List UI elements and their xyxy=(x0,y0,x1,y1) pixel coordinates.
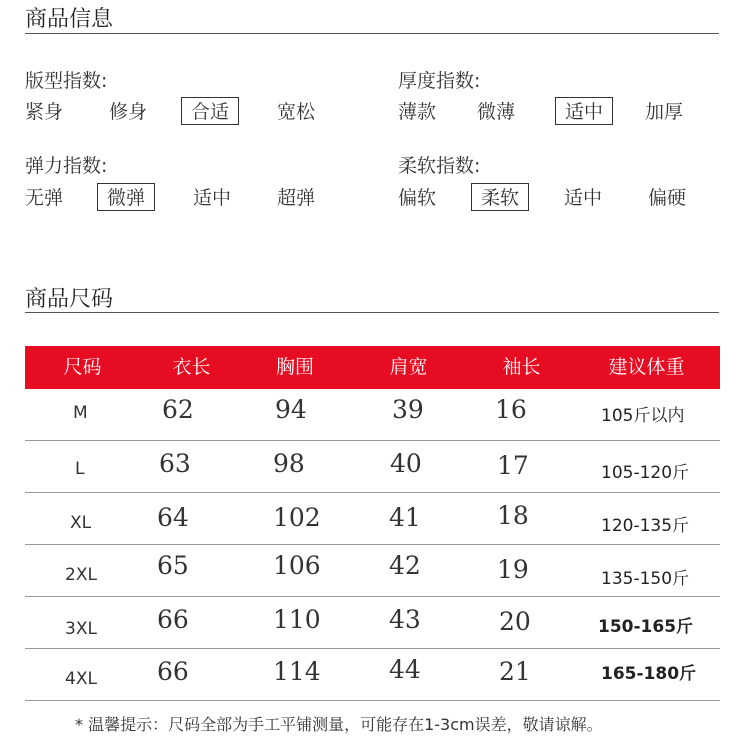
fit-option-slim: 修身 xyxy=(109,101,148,123)
cell-size: 4XL xyxy=(65,669,97,689)
cell-shoulder: 44 xyxy=(389,655,421,684)
cell-weight: 105-120斤 xyxy=(601,463,690,483)
cell-sleeve: 16 xyxy=(495,395,527,424)
fit-index-label: 版型指数: xyxy=(25,70,108,92)
table-row xyxy=(25,545,720,597)
size-section-divider xyxy=(25,312,719,313)
header-size: 尺码 xyxy=(63,356,102,378)
softness-index-label: 柔软指数: xyxy=(398,155,481,177)
cell-length: 63 xyxy=(159,449,191,478)
table-row xyxy=(25,389,720,441)
stretch-option-slight-selected: 微弹 xyxy=(97,183,155,211)
fit-option-tight: 紧身 xyxy=(25,101,64,123)
header-weight: 建议体重 xyxy=(608,356,685,378)
stretch-index-label: 弹力指数: xyxy=(25,155,108,177)
cell-weight: 165-180斤 xyxy=(601,664,697,684)
cell-shoulder: 40 xyxy=(390,449,422,478)
table-row xyxy=(25,441,720,493)
product-info-title: 商品信息 xyxy=(25,7,114,32)
stretch-option-super: 超弹 xyxy=(277,187,316,209)
thickness-index-label: 厚度指数: xyxy=(398,70,481,92)
cell-weight: 120-135斤 xyxy=(601,516,690,536)
stretch-option-medium: 适中 xyxy=(193,187,232,209)
cell-shoulder: 42 xyxy=(389,551,421,580)
cell-shoulder: 39 xyxy=(392,395,424,424)
cell-size: XL xyxy=(70,513,92,533)
table-row xyxy=(25,493,720,545)
cell-sleeve: 18 xyxy=(497,501,529,530)
stretch-option-none: 无弹 xyxy=(25,187,64,209)
cell-length: 66 xyxy=(157,605,189,634)
table-row xyxy=(25,597,720,649)
header-sleeve: 袖长 xyxy=(502,356,541,378)
thickness-option-thin: 薄款 xyxy=(398,101,437,123)
softness-option-medium: 适中 xyxy=(564,187,603,209)
cell-length: 65 xyxy=(157,551,189,580)
cell-length: 66 xyxy=(157,657,189,686)
thickness-option-medium-selected: 适中 xyxy=(555,97,613,125)
cell-sleeve: 19 xyxy=(497,555,529,584)
softness-option-soft-ish: 偏软 xyxy=(398,187,437,209)
table-row xyxy=(25,649,720,701)
cell-size: L xyxy=(75,459,85,479)
size-section-title: 商品尺码 xyxy=(25,287,114,312)
cell-chest: 106 xyxy=(273,551,321,580)
size-table-header xyxy=(25,346,720,389)
size-table xyxy=(25,346,720,701)
softness-option-hard-ish: 偏硬 xyxy=(648,187,687,209)
thickness-option-slightly-thin: 微薄 xyxy=(477,101,516,123)
cell-sleeve: 21 xyxy=(499,657,531,686)
header-chest: 胸围 xyxy=(275,356,314,378)
cell-chest: 110 xyxy=(273,605,321,634)
header-shoulder: 肩宽 xyxy=(389,356,428,378)
header-length: 衣长 xyxy=(172,356,211,378)
fit-option-loose: 宽松 xyxy=(277,101,316,123)
cell-chest: 98 xyxy=(273,449,305,478)
cell-weight: 135-150斤 xyxy=(601,569,690,589)
cell-chest: 94 xyxy=(275,395,307,424)
thickness-option-thick: 加厚 xyxy=(645,101,684,123)
cell-chest: 102 xyxy=(273,503,321,532)
cell-weight: 105斤以内 xyxy=(601,406,685,426)
fit-option-regular-selected: 合适 xyxy=(181,97,239,125)
measurement-note: * 温馨提示：尺码全部为手工平铺测量，可能存在1-3cm误差，敬请谅解。 xyxy=(75,715,603,734)
cell-weight: 150-165斤 xyxy=(598,617,694,637)
cell-chest: 114 xyxy=(273,657,321,686)
cell-size: 3XL xyxy=(65,619,97,639)
cell-sleeve: 17 xyxy=(497,451,529,480)
cell-sleeve: 20 xyxy=(499,607,531,636)
cell-length: 62 xyxy=(162,395,194,424)
cell-length: 64 xyxy=(157,503,189,532)
cell-shoulder: 41 xyxy=(389,503,421,532)
product-info-divider xyxy=(25,33,719,34)
softness-option-soft-selected: 柔软 xyxy=(471,183,529,211)
cell-shoulder: 43 xyxy=(389,605,421,634)
cell-size: M xyxy=(73,403,88,423)
cell-size: 2XL xyxy=(65,565,97,585)
